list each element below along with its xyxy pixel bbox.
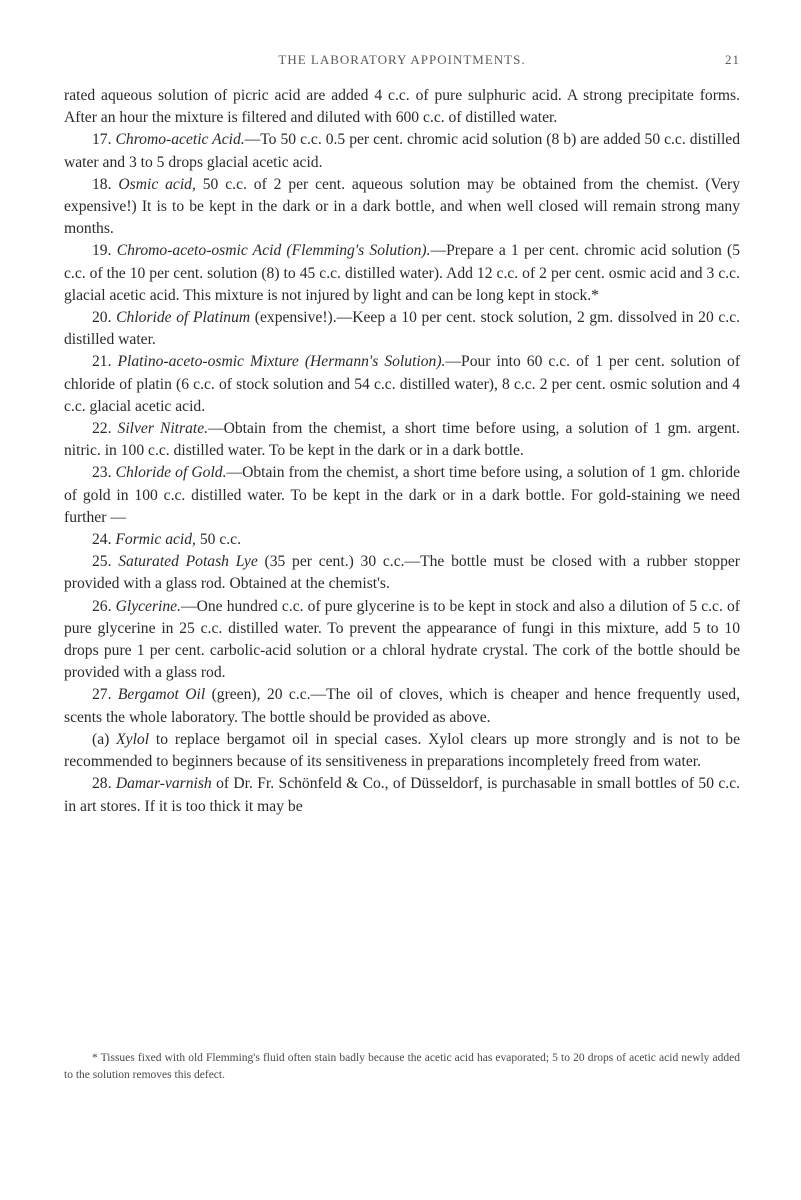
paragraph xyxy=(64,418,740,462)
item-number: 27. xyxy=(92,686,118,704)
item-number: 22. xyxy=(92,420,118,438)
item-number: 25. xyxy=(92,553,119,571)
item-number: 17. xyxy=(92,131,116,149)
item-number: 24. xyxy=(92,531,116,549)
running-head-title: THE LABORATORY APPOINTMENTS. xyxy=(278,52,526,67)
footnote xyxy=(64,1050,740,1084)
paragraph-text: —Obtain from the chemist, a short time before using, a solution of 1 gm. chloride of gold in 100 c.c. distilled water. To be kept in the dark or in a dark bottle. For gold-staining we need further — xyxy=(64,464,741,526)
paragraph xyxy=(64,240,740,307)
paragraph-text: —Obtain from the chemist, a short time before using, a solution of 1 gm. argent. nitric. in 100 c.c. distilled water. To be kept in the dark or in a dark bottle. xyxy=(64,420,741,460)
footnote-text: * Tissues fixed with old Flemming's fluid often stain badly because the acetic acid has evaporated; 5 to 20 drops of acetic acid newly added to the solution removes this defect. xyxy=(64,1052,740,1081)
item-number: 28. xyxy=(92,775,116,793)
item-label: Chromo-aceto-osmic Acid (Flemming's Solution). xyxy=(116,242,431,260)
item-number: 23. xyxy=(92,464,116,482)
paragraph-text: rated aqueous solution of picric acid are added 4 c.c. of pure sulphuric acid. A strong precipitate forms. After an hour the mixture is filtered and diluted with 600 c.c. of distilled water. xyxy=(64,87,740,127)
item-label: Chromo-acetic Acid. xyxy=(115,131,245,149)
paragraph xyxy=(64,773,740,817)
item-number: 21. xyxy=(92,353,118,371)
paragraph xyxy=(64,551,740,595)
item-label: Chloride of Gold. xyxy=(115,464,227,482)
paragraph xyxy=(64,729,740,773)
paragraph-text: 50 c.c. of 2 per cent. aqueous solution may be obtained from the chemist. (Very expensive!) It is to be kept in the dark or in a dark bottle, and when well closed will remain strong many months. xyxy=(64,175,740,238)
item-number: 20. xyxy=(92,309,117,327)
paragraph xyxy=(64,174,740,241)
item-label: Damar-varnish xyxy=(115,775,212,793)
item-number: 26. xyxy=(92,597,116,615)
page-number: 21 xyxy=(725,52,740,67)
paragraph xyxy=(64,462,740,529)
paragraph-text: —To 50 c.c. 0.5 per cent. chromic acid solution (8 b) are added 50 c.c. distilled water and 3 to 5 drops glacial acetic acid. xyxy=(64,131,740,171)
paragraph xyxy=(64,307,740,351)
paragraph xyxy=(64,529,740,551)
item-label: Platino-aceto-osmic Mixture (Hermann's Solution). xyxy=(117,353,446,371)
paragraph-text: (green), 20 c.c.—The oil of cloves, which is cheaper and hence frequently used, scents the whole laboratory. The bottle should be provided as above. xyxy=(64,686,741,726)
item-number: 19. xyxy=(92,242,117,260)
paragraph xyxy=(64,351,740,418)
item-number: 18. xyxy=(92,175,119,193)
item-label: Glycerine. xyxy=(115,597,181,615)
paragraph-text: —Prepare a 1 per cent. chromic acid solution (5 c.c. of the 10 per cent. solution (8) to 45 c.c. distilled water). Add 12 c.c. of 2 per cent. osmic acid and 3 c.c. glacial acetic acid. This mixture is not injured by light and can be long kept in stock.* xyxy=(64,242,741,304)
paragraph-text: —Pour into 60 c.c. of 1 per cent. solution of chloride of platin (6 c.c. of stock solution and 54 c.c. distilled water), 8 c.c. 2 per cent. osmic solution and 4 c.c. glacial acetic acid. xyxy=(64,353,741,415)
item-number: (a) xyxy=(92,730,117,748)
paragraph xyxy=(64,85,740,129)
item-label: Osmic acid, xyxy=(118,175,196,193)
paragraph-text: to replace bergamot oil in special cases. Xylol clears up more strongly and is not to be recommended to beginners because of its sensitiveness in preparations incompletely freed from water. xyxy=(64,730,741,771)
paragraph-text: (35 per cent.) 30 c.c.—The bottle must be closed with a rubber stopper provided with a glass rod. Obtained at the chemist's. xyxy=(64,553,741,593)
item-label: Bergamot Oil xyxy=(117,686,206,704)
body-text xyxy=(64,85,740,818)
paragraph-text: 50 c.c. xyxy=(195,531,241,549)
paragraph-text: of Dr. Fr. Schönfeld & Co., of Düsseldorf, is purchasable in small bottles of 50 c.c. in art stores. If it is too thick it may be xyxy=(64,775,741,815)
item-label: Chloride of Platinum xyxy=(116,309,251,327)
paragraph xyxy=(64,596,740,685)
item-label: Silver Nitrate. xyxy=(117,420,209,438)
paragraph xyxy=(64,129,740,173)
item-label: Xylol xyxy=(116,730,150,748)
paragraph-text: (expensive!).—Keep a 10 per cent. stock solution, 2 gm. dissolved in 20 c.c. distilled water. xyxy=(64,309,741,349)
paragraph xyxy=(64,684,740,728)
paragraph-text: —One hundred c.c. of pure glycerine is to be kept in stock and also a dilution of 5 c.c. of pure glycerine in 25 c.c. distilled water. To prevent the appearance of fungi in this mixture, add 5 to 10 drops pure 1 per cent. carbolic-acid solution or a chloral hydrate crystal. The cork of the bottle should be provided with a glass rod. xyxy=(64,597,740,682)
item-label: Saturated Potash Lye xyxy=(118,553,258,571)
item-label: Formic acid, xyxy=(115,531,196,549)
